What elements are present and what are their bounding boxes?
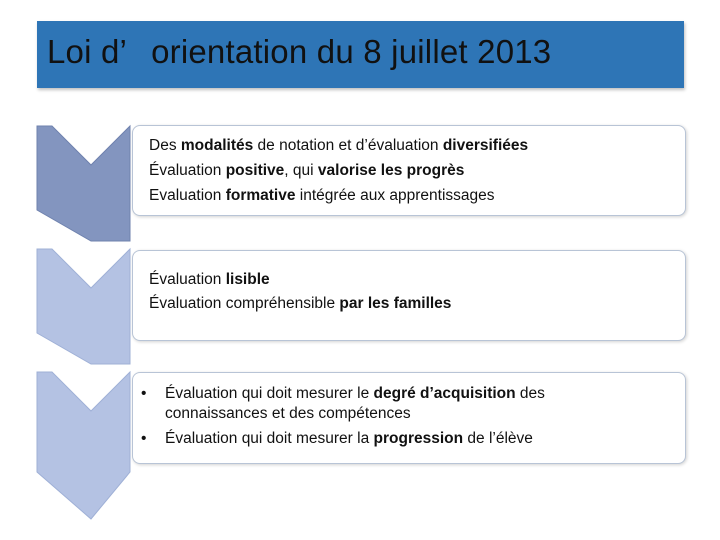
text-line: Évaluation positive, qui valorise les progrès [149, 162, 465, 179]
text-line: Evaluation formative intégrée aux apprentissages [149, 187, 495, 204]
text-line: Évaluation lisible [149, 271, 270, 288]
chevron-1 [37, 126, 130, 241]
text-line: Évaluation compréhensible par les familles [149, 295, 452, 312]
bullet-icon: • [141, 385, 147, 402]
bullet-item: Évaluation qui doit mesurer le degré d’acquisition des [165, 385, 545, 402]
bullet-item: Évaluation qui doit mesurer la progression de l’élève [165, 430, 533, 447]
bullet-item-continuation: connaissances et des compétences [165, 405, 411, 422]
content-box-2 [132, 250, 686, 341]
chevron-3 [37, 372, 130, 519]
slide-title: Loi d’ orientation du 8 juillet 2013 [47, 33, 552, 70]
content-box-3 [132, 372, 686, 464]
content-box-1 [132, 125, 686, 216]
bullet-icon: • [141, 430, 147, 447]
chevron-2 [37, 249, 130, 364]
text-line: Des modalités de notation et d’évaluation diversifiées [149, 137, 529, 154]
